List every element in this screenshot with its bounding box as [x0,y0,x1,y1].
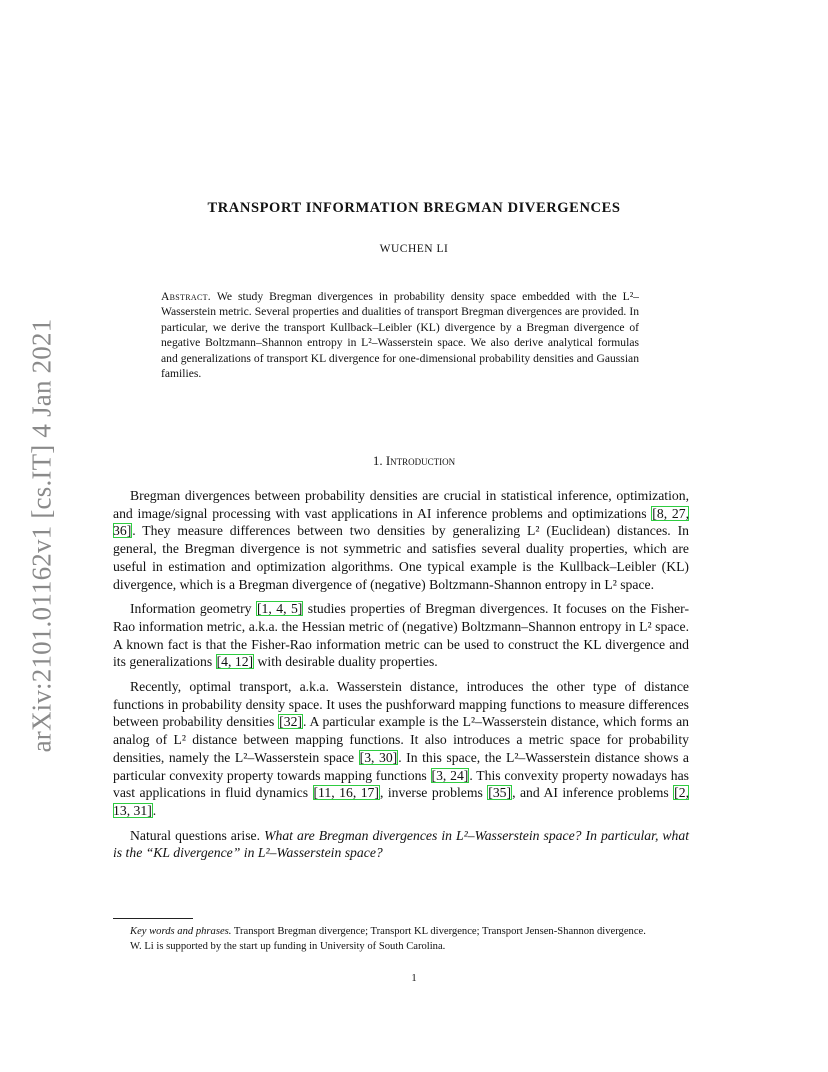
section-number: 1. [372,453,383,468]
footnote-keywords [113,925,689,940]
citation-link[interactable]: [3, 24] [431,767,469,783]
section-title: Introduction [385,453,456,468]
text-span: . [152,802,157,818]
footnote-label: Key words and phrases. [130,926,232,937]
citation-link[interactable]: [4, 12] [216,654,254,670]
text-span: . They measure differences between two densities by generalizing L² (Euclidean) distances. In general, the Bregman divergence is not symmetric and satisfies several duality properties, which are useful in estimation and optimization algorithms. One typical example is the Kullback–Leibler (KL) divergence, which is a Bregman divergence of (negative) Boltzmann-Shannon entropy in L² space. [113,523,689,592]
arxiv-identifier: arXiv:2101.01162v1 [cs.IT] 4 Jan 2021 [26,318,57,752]
text-span: with desirable duality properties. [254,654,438,670]
citation-link[interactable]: [32] [279,714,302,730]
footnote-rule [113,918,193,919]
footnote-text: Transport Bregman divergence; Transport KL divergence; Transport Jensen-Shannon divergence. [231,926,646,937]
text-span: . A particular example is the L²–Wasserstein distance, which forms an analog of L² distance between mapping functions. It also introduces a metric space for probability densities, namely the L²–Wasserstein space [113,714,689,765]
footnotes [113,925,689,954]
body-text [113,487,689,869]
citation-link[interactable]: [1, 4, 5] [256,601,303,617]
page-number: 1 [411,973,417,984]
text-span: . This convexity property nowadays has vast applications in fluid dynamics [113,767,689,801]
citation-link[interactable]: [8, 27, 36] [113,505,689,539]
paragraph-2 [113,600,689,671]
paper-title: TRANSPORT INFORMATION BREGMAN DIVERGENCES [207,200,621,216]
arxiv-sidebar [22,310,62,760]
paragraph-1 [113,487,689,593]
text-span: . In this space, the L²–Wasserstein distance shows a particular convexity property towards mapping functions [113,749,689,783]
section-heading [0,453,828,469]
citation-link[interactable]: [11, 16, 17] [313,785,379,801]
text-span: studies properties of Bregman divergences. It focuses on the Fisher-Rao information metric, a.k.a. the Hessian metric of (negative) Boltzmann–Shannon entropy in L² space. A known fact is that the Fisher-Rao information metric can be used to construct the KL divergence and its generalizations [113,601,689,670]
text-span: , and AI inference problems [512,785,674,801]
citation-link[interactable]: [3, 30] [359,749,398,765]
abstract-label: Abstract. [161,290,211,303]
text-span: Recently, optimal transport, a.k.a. Wasserstein distance, introduces the other type of distance functions in probability density space. It uses the pushforward mapping functions to measure differences between probability densities [113,679,689,730]
abstract-text: We study Bregman divergences in probability density space embedded with the L²–Wasserstein metric. Several properties and dualities of transport Bregman divergences are provided. In particular, we derive the transport Kullback–Leibler (KL) divergence by a Bregman divergence of negative Boltzmann–Shannon entropy in L²–Wasserstein space. We also derive analytical formulas and generalizations of transport KL divergence for one-dimensional probability densities and Gaussian families. [161,290,639,381]
citation-link[interactable]: [2, 13, 31] [113,785,689,818]
footnote-text: W. Li is supported by the start up funding in University of South Carolina. [130,940,446,952]
footnote-funding [113,940,689,955]
text-span: Information geometry [130,601,256,617]
text-span: Natural questions arise. [130,827,265,843]
abstract [161,289,639,381]
paper-author: WUCHEN LI [379,243,449,255]
italic-question: What are Bregman divergences in L²–Wasserstein space? In particular, what is the “KL divergence” in L²–Wasserstein space? [113,827,690,861]
text-span: Bregman divergences between probability densities are crucial in statistical inference, optimization, and image/signal processing with vast applications in AI inference problems and optimizations [113,488,689,521]
text-span: , inverse problems [379,785,488,801]
paragraph-3 [113,678,689,820]
paragraph-4 [113,827,689,862]
citation-link[interactable]: [35] [488,785,512,801]
